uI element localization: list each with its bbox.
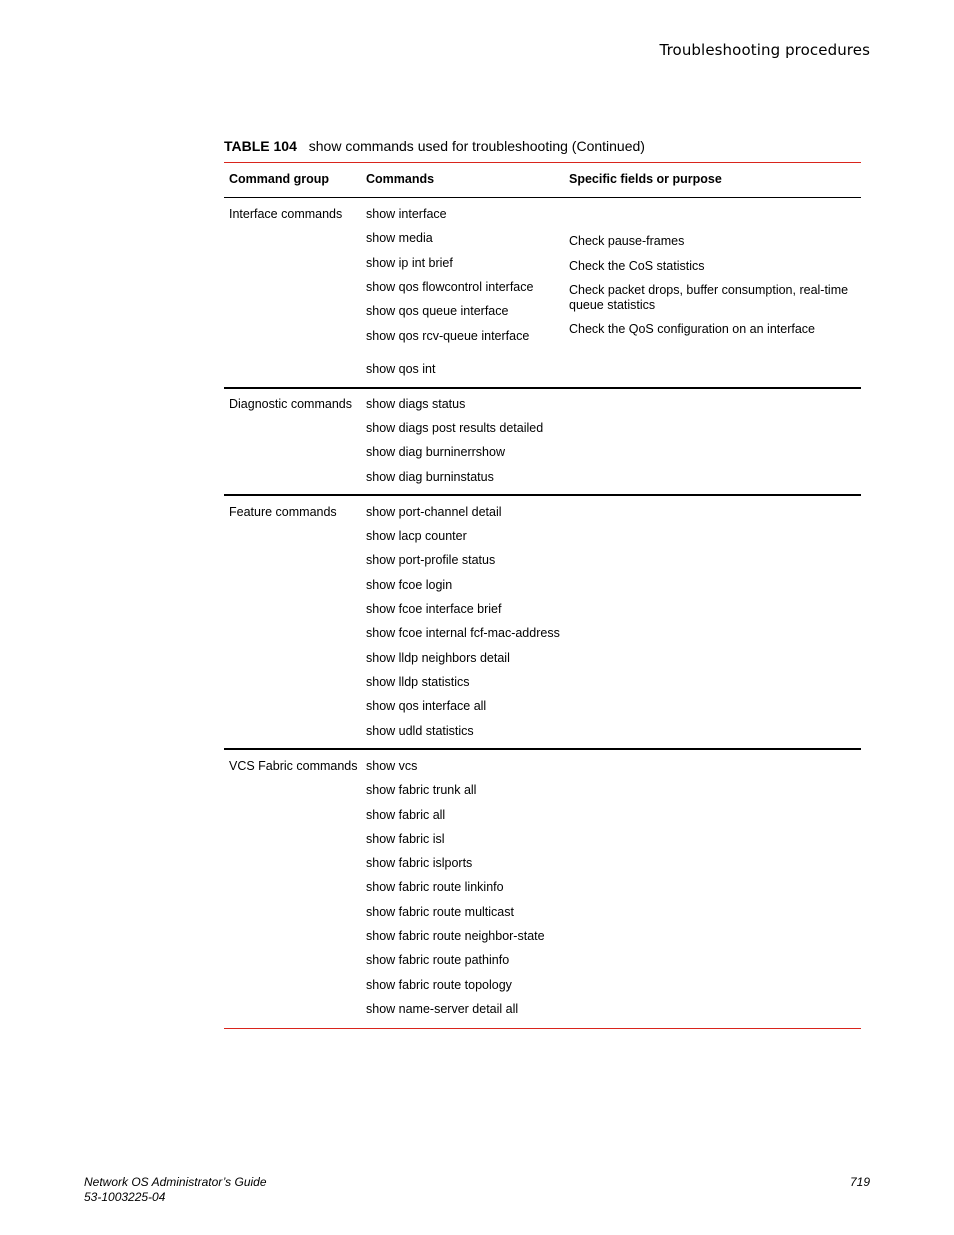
table-title: show commands used for troubleshooting (Continued) bbox=[308, 138, 645, 154]
column-header-commands: Commands bbox=[366, 172, 435, 186]
command-item: show name-server detail all bbox=[366, 1002, 519, 1016]
doc-number: 53-1003225-04 bbox=[84, 1190, 166, 1204]
table-section-diagnostic bbox=[224, 389, 861, 496]
group-name: Interface commands bbox=[229, 207, 343, 221]
command-item: show media bbox=[366, 231, 433, 245]
command-item: show qos interface all bbox=[366, 699, 487, 713]
purpose-item: Check the CoS statistics bbox=[569, 259, 705, 273]
command-item: show fabric route pathinfo bbox=[366, 953, 510, 967]
command-item: show fabric trunk all bbox=[366, 783, 477, 797]
purpose-item: Check packet drops, buffer consumption, real-time queue statistics bbox=[569, 283, 849, 312]
command-item: show fabric route topology bbox=[366, 978, 512, 992]
column-header-purpose: Specific fields or purpose bbox=[569, 172, 722, 186]
group-name: Feature commands bbox=[229, 505, 337, 519]
group-name: VCS Fabric commands bbox=[229, 759, 358, 773]
command-item: show diag burninerrshow bbox=[366, 445, 505, 459]
command-item: show fabric route linkinfo bbox=[366, 880, 504, 894]
command-item: show qos flowcontrol interface bbox=[366, 280, 534, 294]
column-header-command-group: Command group bbox=[229, 172, 329, 186]
table-label: TABLE 104 bbox=[224, 138, 297, 154]
page-number: 719 bbox=[849, 1175, 870, 1189]
command-item: show fabric all bbox=[366, 808, 446, 822]
command-item: show fcoe login bbox=[366, 578, 453, 592]
command-item: show port-profile status bbox=[366, 553, 496, 567]
table-header-row bbox=[224, 163, 861, 198]
command-item: show udld statistics bbox=[366, 724, 474, 738]
purpose-item: Check the QoS configuration on an interface bbox=[569, 322, 815, 336]
table-section-interface bbox=[224, 198, 861, 389]
command-item: show ip int brief bbox=[366, 256, 453, 270]
command-item: show qos int bbox=[366, 362, 436, 376]
group-name: Diagnostic commands bbox=[229, 397, 352, 411]
command-item: show fabric islports bbox=[366, 856, 473, 870]
command-item: show fabric isl bbox=[366, 832, 445, 846]
command-item: show port-channel detail bbox=[366, 505, 502, 519]
command-item: show vcs bbox=[366, 759, 418, 773]
command-item: show fcoe internal fcf-mac-address bbox=[366, 626, 560, 640]
command-item: show fcoe interface brief bbox=[366, 602, 502, 616]
command-item: show lldp neighbors detail bbox=[366, 651, 510, 665]
command-item: show qos queue interface bbox=[366, 304, 509, 318]
command-item: show diags status bbox=[366, 397, 466, 411]
page-footer bbox=[84, 1175, 267, 1205]
running-header: Troubleshooting procedures bbox=[659, 41, 870, 59]
table-caption bbox=[224, 138, 645, 154]
doc-title: Network OS Administrator’s Guide bbox=[84, 1175, 267, 1189]
command-item: show diag burninstatus bbox=[366, 470, 494, 484]
command-item: show lacp counter bbox=[366, 529, 467, 543]
command-item: show interface bbox=[366, 207, 447, 221]
command-item: show fabric route neighbor-state bbox=[366, 929, 545, 943]
table-section-feature bbox=[224, 497, 861, 750]
command-item: show lldp statistics bbox=[366, 675, 470, 689]
command-item: show qos rcv-queue interface bbox=[366, 329, 530, 343]
command-item: show fabric route multicast bbox=[366, 905, 514, 919]
command-item: show diags post results detailed bbox=[366, 421, 544, 435]
table-section-vcs-fabric bbox=[224, 751, 861, 1029]
purpose-item: Check pause-frames bbox=[569, 234, 685, 248]
